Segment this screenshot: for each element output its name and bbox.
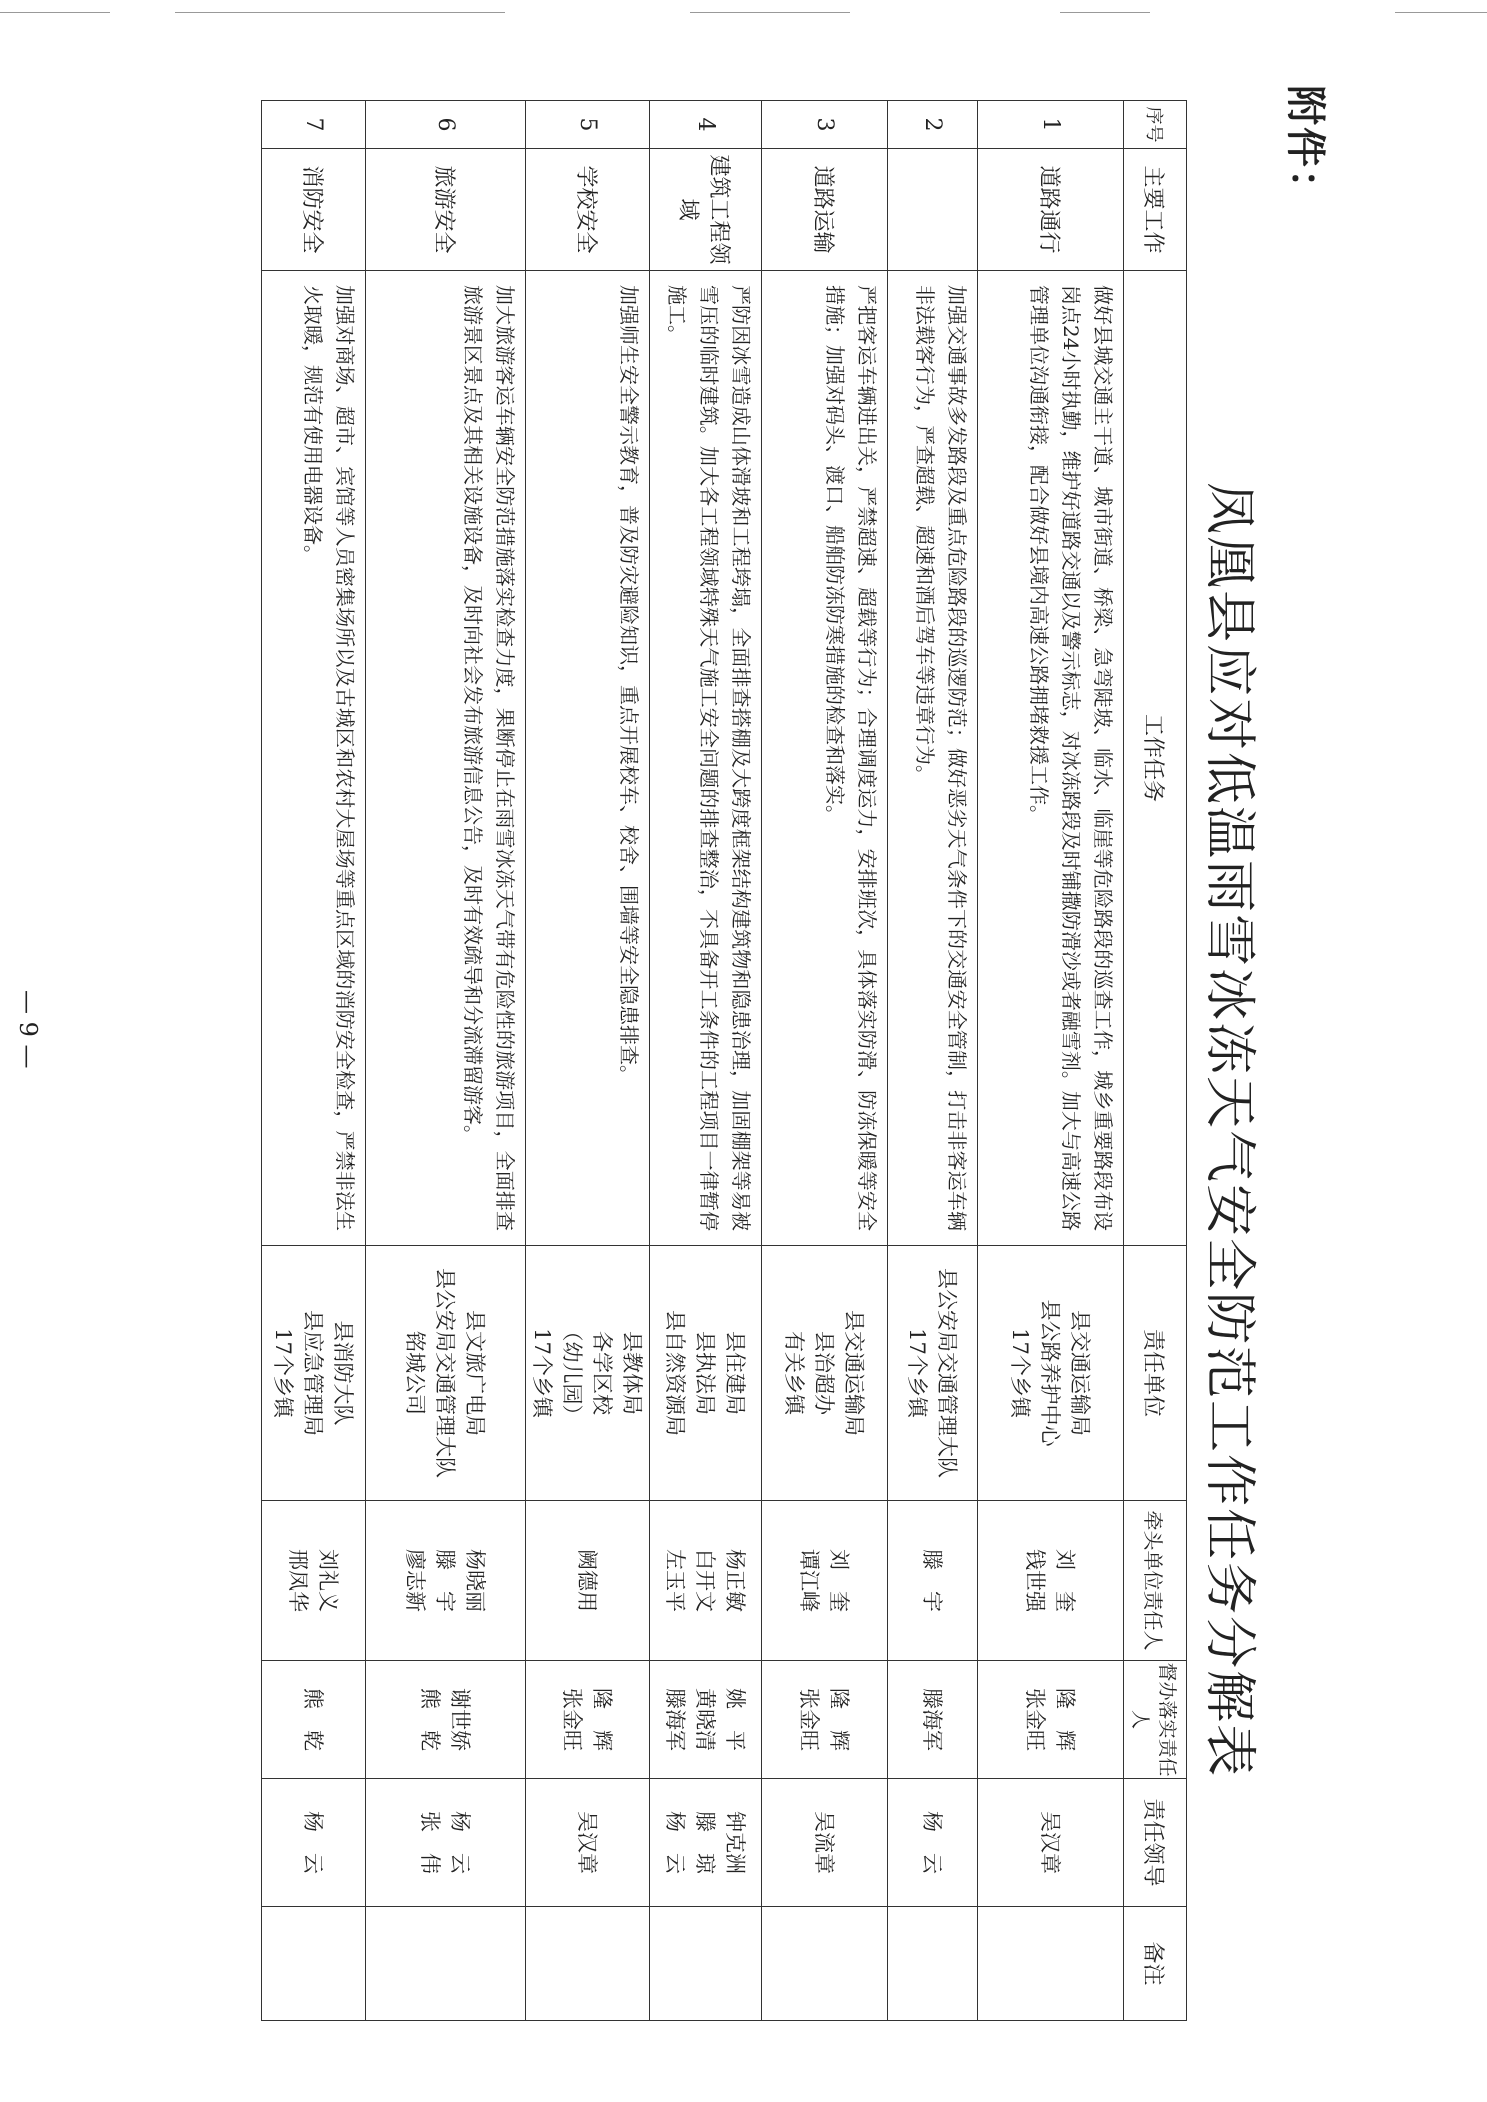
row-units: 县住建局 县执法局 县自然资源局 — [650, 1246, 762, 1501]
row-lead-person: 刘礼义 邢凤华 — [262, 1501, 366, 1661]
table-row — [888, 101, 978, 2021]
row-leader: 吴流章 — [762, 1779, 888, 1907]
row-units: 县消防大队 县应急管理局 17个乡镇 — [262, 1246, 366, 1501]
row-units: 县文旅广电局 县公安局交通管理大队 铭城公司 — [366, 1246, 526, 1501]
row-remarks — [262, 1907, 366, 2021]
header-supervisor: 督办落实责任人 — [1124, 1661, 1187, 1779]
page-title: 凤凰县应对低温雨雪冰冻天气安全防范工作任务分解表 — [1199, 481, 1259, 1778]
row-lead-person: 杨晓丽 滕 宇 廖志新 — [366, 1501, 526, 1661]
row-seq: 1 — [978, 101, 1124, 149]
row-supervisor: 隆 辉 张金旺 — [762, 1661, 888, 1779]
row-remarks — [888, 1907, 978, 2021]
row-seq: 5 — [526, 101, 650, 149]
header-seq: 序号 — [1124, 101, 1187, 149]
row-main-work: 学校安全 — [526, 149, 650, 271]
row-lead-person: 刘 奎 谭江峰 — [762, 1501, 888, 1661]
task-table — [261, 100, 1187, 2021]
row-seq: 2 — [888, 101, 978, 149]
row-leader: 杨 云 张 伟 — [366, 1779, 526, 1907]
table-header-row — [1124, 101, 1187, 2021]
row-units: 县交通运输局 县公路养护中心 17个乡镇 — [978, 1246, 1124, 1501]
row-task: 加大旅游客运车辆安全防范措施落实检查力度，果断停止在雨雪冰冻天气带有危险性的旅游项目，全面排查旅游景区景点及其相关设施设备，及时向社会发布旅游信息公告，及时有效疏导和分流滞留游客。 — [366, 271, 526, 1246]
row-supervisor: 隆 辉 张金旺 — [526, 1661, 650, 1779]
row-lead-person: 阙德用 — [526, 1501, 650, 1661]
header-main-work: 主要工作 — [1124, 149, 1187, 271]
table-row — [526, 101, 650, 2021]
row-task: 加强对商场、超市、宾馆等人员密集场所以及古城区和农村大屋场等重点区域的消防安全检查，严禁非法生火取暖，规范有使用电器设备。 — [262, 271, 366, 1246]
row-leader: 杨 云 — [262, 1779, 366, 1907]
row-seq: 7 — [262, 101, 366, 149]
row-main-work: 建筑工程领域 — [650, 149, 762, 271]
row-units: 县交通运输局 县治超办 有关乡镇 — [762, 1246, 888, 1501]
row-units: 县教体局 各学区校 （幼儿园） 17个乡镇 — [526, 1246, 650, 1501]
row-supervisor: 谢世娇 熊 乾 — [366, 1661, 526, 1779]
row-main-work: 道路运输 — [762, 149, 888, 271]
header-leader: 责任领导 — [1124, 1779, 1187, 1907]
row-task: 做好县城交通主干道、城市街道、桥梁、急弯陡坡、临水、临崖等危险路段的巡查工作，城乡重要路段布设岗点24小时执勤，维护好道路交通以及警示标志，对冰冻路段及时铺撒防滑沙或者融雪剂。加大与高速公路管理单位沟通衔接，配合做好县境内高速公路拥堵救援工作。 — [978, 271, 1124, 1246]
row-task: 加强交通事故多发路段及重点危险路段的巡逻防范；做好恶劣天气条件下的交通安全管制，打击非客运车辆非法载客行为，严查超载、超速和酒后驾车等违章行为。 — [888, 271, 978, 1246]
row-seq: 4 — [650, 101, 762, 149]
row-supervisor: 滕海军 — [888, 1661, 978, 1779]
row-leader: 吴汉章 — [978, 1779, 1124, 1907]
row-remarks — [526, 1907, 650, 2021]
row-units: 县公安局交通管理大队 17个乡镇 — [888, 1246, 978, 1501]
row-remarks — [650, 1907, 762, 2021]
row-leader: 吴汉章 — [526, 1779, 650, 1907]
row-lead-person: 杨正敏 白开文 左玉平 — [650, 1501, 762, 1661]
table-row — [762, 101, 888, 2021]
row-seq: 3 — [762, 101, 888, 149]
table-row — [366, 101, 526, 2021]
row-main-work: 旅游安全 — [366, 149, 526, 271]
row-supervisor: 姚 平 黄晓清 滕海军 — [650, 1661, 762, 1779]
attachment-label: 附件： — [1282, 85, 1328, 211]
table-row — [978, 101, 1124, 2021]
row-remarks — [978, 1907, 1124, 2021]
row-remarks — [366, 1907, 526, 2021]
header-task: 工作任务 — [1124, 271, 1187, 1246]
row-leader: 钟克洲 滕 琼 杨 云 — [650, 1779, 762, 1907]
row-seq: 6 — [366, 101, 526, 149]
header-remarks: 备注 — [1124, 1907, 1187, 2021]
header-lead-person: 牵头单位责任人 — [1124, 1501, 1187, 1661]
row-task: 加强师生安全警示教育，普及防灾避险知识，重点开展校车、校舍、围墙等安全隐患排查。 — [526, 271, 650, 1246]
page-number: — 9 — — [14, 990, 42, 1069]
row-main-work — [888, 149, 978, 271]
row-task: 严防因冰雪造成山体滑坡和工程垮塌，全面排查搭棚及大跨度框架结构建筑物和隐患治理，加固棚架等易被雪压的临时建筑。加大各工程领域特殊天气施工安全问题的排查整治，不具备开工条件的工程项目一律暂停施工。 — [650, 271, 762, 1246]
row-lead-person: 刘 奎 钱世强 — [978, 1501, 1124, 1661]
header-units: 责任单位 — [1124, 1246, 1187, 1501]
row-main-work: 消防安全 — [262, 149, 366, 271]
row-supervisor: 熊 乾 — [262, 1661, 366, 1779]
row-remarks — [762, 1907, 888, 2021]
row-leader: 杨 云 — [888, 1779, 978, 1907]
row-supervisor: 隆 辉 张金旺 — [978, 1661, 1124, 1779]
row-main-work: 道路通行 — [978, 149, 1124, 271]
row-lead-person: 滕 宇 — [888, 1501, 978, 1661]
table-row — [650, 101, 762, 2021]
row-task: 严把客运车辆进出关，严禁超速、超载等行为；合理调度运力，安排班次，具体落实防滑、防冻保暖等安全措施；加强对码头、渡口、船舶防冻防寒措施的检查和落实。 — [762, 271, 888, 1246]
table-row — [262, 101, 366, 2021]
